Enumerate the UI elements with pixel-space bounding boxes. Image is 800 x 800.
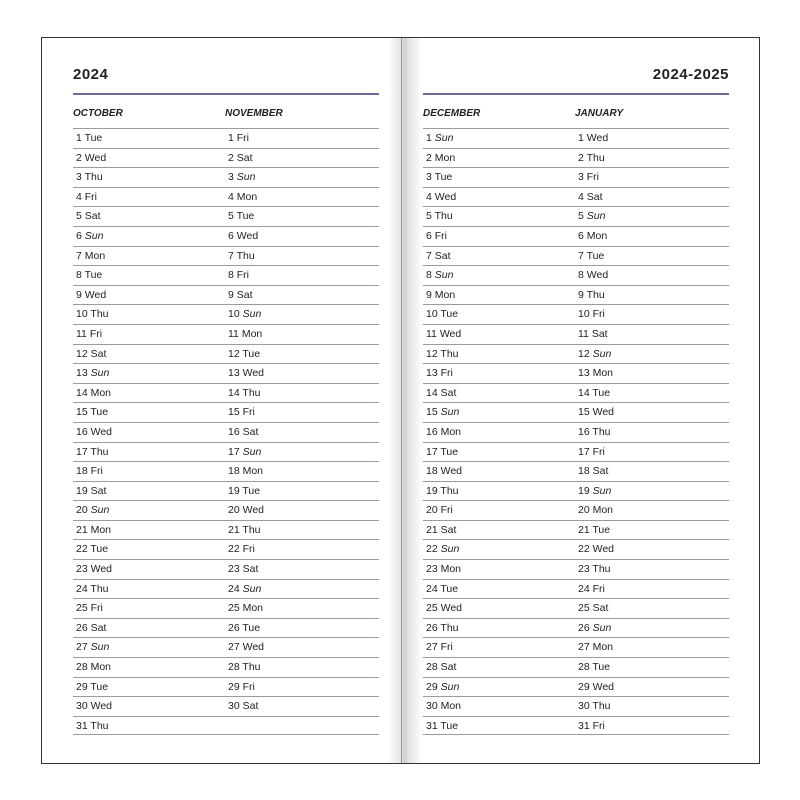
- table-row: [423, 344, 729, 364]
- day-cell: 10 Fri: [578, 308, 605, 321]
- day-cell: 16 Thu: [578, 425, 611, 438]
- table-row: [73, 344, 379, 364]
- table-row: [73, 618, 379, 638]
- table-row: [73, 304, 379, 324]
- table-row: [423, 696, 729, 716]
- day-cell: 19 Thu: [426, 484, 459, 497]
- day-cell: 10 Thu: [76, 308, 109, 321]
- day-cell: 20 Wed: [228, 504, 264, 517]
- day-cell: 4 Sat: [578, 190, 603, 203]
- day-cell: 29 Wed: [578, 680, 614, 693]
- table-row: [73, 402, 379, 422]
- day-cell: 15 Tue: [76, 406, 109, 419]
- day-cell: 25 Mon: [228, 602, 264, 615]
- day-cell: 18 Fri: [76, 465, 103, 478]
- table-row: [423, 579, 729, 599]
- day-cell: 27 Sun: [76, 641, 110, 654]
- day-cell: 29 Sun: [426, 680, 460, 693]
- planner-spread: [41, 37, 760, 764]
- day-cell: 21 Thu: [228, 523, 261, 536]
- table-row: [423, 539, 729, 559]
- day-cell: 31 Fri: [578, 719, 605, 732]
- table-row: [73, 422, 379, 442]
- table-row: [423, 226, 729, 246]
- day-cell: 27 Fri: [426, 641, 453, 654]
- table-row: [73, 148, 379, 168]
- day-cell: 19 Tue: [228, 484, 261, 497]
- table-row: [423, 442, 729, 462]
- table-row: [73, 539, 379, 559]
- table-row: [73, 167, 379, 187]
- day-cell: 1 Sun: [426, 132, 454, 144]
- day-cell: 1 Fri: [228, 132, 249, 144]
- day-cell: 8 Wed: [578, 269, 609, 282]
- day-cell: 30 Mon: [426, 700, 462, 713]
- table-row: [73, 696, 379, 716]
- header-rule: [423, 93, 729, 95]
- day-cell: 17 Thu: [76, 445, 109, 458]
- day-cell: 18 Sat: [578, 465, 609, 478]
- day-cell: 29 Tue: [76, 680, 109, 693]
- table-row: [73, 657, 379, 677]
- day-rows: [423, 128, 729, 735]
- day-cell: 9 Mon: [426, 288, 456, 301]
- table-row: [73, 481, 379, 501]
- day-cell: 9 Thu: [578, 288, 605, 301]
- day-cell: 6 Sun: [76, 229, 104, 242]
- day-cell: 8 Sun: [426, 269, 454, 282]
- day-cell: 26 Tue: [228, 621, 261, 634]
- day-cell: 3 Tue: [426, 171, 453, 184]
- day-cell: 7 Sat: [426, 249, 451, 262]
- month-header: JANUARY: [575, 108, 624, 119]
- day-cell: 19 Sat: [76, 484, 107, 497]
- day-cell: 27 Mon: [578, 641, 614, 654]
- day-cell: 11 Wed: [426, 327, 462, 340]
- day-cell: 24 Tue: [426, 582, 459, 595]
- day-cell: 3 Thu: [76, 171, 103, 184]
- day-cell: 2 Wed: [76, 151, 107, 164]
- table-row: [423, 402, 729, 422]
- table-row: [423, 618, 729, 638]
- day-cell: 16 Wed: [76, 425, 112, 438]
- table-row: [73, 520, 379, 540]
- day-rows: [73, 128, 379, 735]
- day-cell: 28 Mon: [76, 661, 112, 674]
- day-cell: 15 Sun: [426, 406, 460, 419]
- header-rule: [73, 93, 379, 95]
- table-row: [73, 716, 379, 736]
- table-row: [423, 148, 729, 168]
- day-cell: 30 Sat: [228, 700, 259, 713]
- day-cell: 27 Wed: [228, 641, 264, 654]
- day-cell: 8 Fri: [228, 269, 249, 282]
- day-cell: 21 Mon: [76, 523, 112, 536]
- day-cell: 16 Mon: [426, 425, 462, 438]
- table-row: [423, 598, 729, 618]
- day-cell: 12 Sat: [76, 347, 107, 360]
- day-cell: 24 Fri: [578, 582, 605, 595]
- table-row: [73, 187, 379, 207]
- day-cell: 22 Sun: [426, 543, 460, 556]
- table-row: [73, 598, 379, 618]
- table-row: [423, 246, 729, 266]
- day-cell: 30 Wed: [76, 700, 112, 713]
- day-cell: 26 Thu: [426, 621, 459, 634]
- day-cell: 13 Wed: [228, 367, 264, 380]
- table-row: [73, 559, 379, 579]
- table-row: [423, 128, 729, 148]
- day-cell: 22 Tue: [76, 543, 109, 556]
- day-cell: 28 Sat: [426, 661, 457, 674]
- day-cell: 12 Thu: [426, 347, 459, 360]
- table-row: [73, 579, 379, 599]
- day-cell: 28 Tue: [578, 661, 611, 674]
- table-row: [73, 206, 379, 226]
- day-cell: 22 Wed: [578, 543, 614, 556]
- day-cell: 25 Sat: [578, 602, 609, 615]
- table-row: [423, 559, 729, 579]
- table-row: [423, 324, 729, 344]
- day-cell: 10 Sun: [228, 308, 262, 321]
- page-year: 2024: [73, 66, 109, 83]
- day-cell: 11 Sat: [578, 327, 608, 340]
- table-row: [423, 167, 729, 187]
- day-cell: 6 Fri: [426, 229, 447, 242]
- right-page: [423, 38, 729, 763]
- day-cell: 21 Sat: [426, 523, 457, 536]
- day-cell: 26 Sat: [76, 621, 107, 634]
- day-cell: 13 Fri: [426, 367, 453, 380]
- day-cell: 4 Wed: [426, 190, 457, 203]
- table-row: [423, 716, 729, 736]
- day-cell: 23 Sat: [228, 563, 259, 576]
- day-cell: 31 Thu: [76, 719, 109, 732]
- day-cell: 4 Mon: [228, 190, 258, 203]
- day-cell: 9 Wed: [76, 288, 107, 301]
- day-cell: 7 Tue: [578, 249, 605, 262]
- day-cell: 19 Sun: [578, 484, 612, 497]
- table-row: [73, 363, 379, 383]
- table-row: [73, 461, 379, 481]
- day-cell: 26 Sun: [578, 621, 612, 634]
- table-row: [423, 657, 729, 677]
- day-cell: 23 Thu: [578, 563, 611, 576]
- day-cell: 12 Tue: [228, 347, 261, 360]
- day-cell: 3 Sun: [228, 171, 256, 184]
- day-cell: 1 Tue: [76, 132, 103, 144]
- day-cell: 20 Mon: [578, 504, 614, 517]
- day-cell: 14 Mon: [76, 386, 112, 399]
- table-row: [73, 677, 379, 697]
- table-row: [423, 206, 729, 226]
- day-cell: 11 Fri: [76, 327, 103, 340]
- table-row: [423, 500, 729, 520]
- day-cell: 21 Tue: [578, 523, 611, 536]
- day-cell: 5 Tue: [228, 210, 255, 223]
- table-row: [73, 226, 379, 246]
- table-row: [423, 677, 729, 697]
- day-cell: 14 Thu: [228, 386, 261, 399]
- day-cell: 20 Fri: [426, 504, 453, 517]
- table-row: [73, 383, 379, 403]
- page-year: 2024-2025: [652, 66, 729, 83]
- day-cell: 31 Tue: [426, 719, 459, 732]
- table-row: [423, 422, 729, 442]
- day-cell: 25 Wed: [426, 602, 462, 615]
- day-cell: 18 Mon: [228, 465, 264, 478]
- table-row: [423, 461, 729, 481]
- day-cell: 2 Thu: [578, 151, 605, 164]
- day-cell: 1 Wed: [578, 132, 609, 144]
- day-cell: 14 Sat: [426, 386, 457, 399]
- day-cell: 23 Wed: [76, 563, 112, 576]
- day-cell: 5 Sat: [76, 210, 101, 223]
- spine-fold: [401, 38, 402, 763]
- day-cell: 5 Sun: [578, 210, 606, 223]
- day-cell: 17 Fri: [578, 445, 605, 458]
- table-row: [423, 520, 729, 540]
- day-cell: 4 Fri: [76, 190, 97, 203]
- day-cell: 25 Fri: [76, 602, 103, 615]
- day-cell: 30 Thu: [578, 700, 611, 713]
- day-cell: 11 Mon: [228, 327, 263, 340]
- day-cell: 24 Thu: [76, 582, 109, 595]
- day-cell: 17 Tue: [426, 445, 459, 458]
- day-cell: 14 Tue: [578, 386, 611, 399]
- day-cell: 17 Sun: [228, 445, 262, 458]
- day-cell: 24 Sun: [228, 582, 262, 595]
- day-cell: 23 Mon: [426, 563, 462, 576]
- left-page: [73, 38, 379, 763]
- day-cell: 6 Mon: [578, 229, 608, 242]
- day-cell: 2 Mon: [426, 151, 456, 164]
- day-cell: 16 Sat: [228, 425, 259, 438]
- day-cell: 13 Sun: [76, 367, 110, 380]
- day-cell: 6 Wed: [228, 229, 259, 242]
- table-row: [73, 324, 379, 344]
- day-cell: 10 Tue: [426, 308, 459, 321]
- day-cell: 7 Mon: [76, 249, 106, 262]
- day-cell: 2 Sat: [228, 151, 253, 164]
- table-row: [423, 363, 729, 383]
- table-row: [73, 128, 379, 148]
- day-cell: 8 Tue: [76, 269, 103, 282]
- day-cell: 7 Thu: [228, 249, 255, 262]
- table-row: [73, 285, 379, 305]
- day-cell: 15 Wed: [578, 406, 614, 419]
- day-cell: 29 Fri: [228, 680, 255, 693]
- table-row: [423, 383, 729, 403]
- day-cell: 28 Thu: [228, 661, 261, 674]
- book-spine: [388, 38, 422, 763]
- table-row: [73, 637, 379, 657]
- table-row: [73, 265, 379, 285]
- day-cell: 13 Mon: [578, 367, 614, 380]
- day-cell: 15 Fri: [228, 406, 255, 419]
- day-cell: 12 Sun: [578, 347, 612, 360]
- table-row: [423, 285, 729, 305]
- day-cell: 18 Wed: [426, 465, 462, 478]
- table-row: [73, 442, 379, 462]
- day-cell: 22 Fri: [228, 543, 255, 556]
- day-cell: 20 Sun: [76, 504, 110, 517]
- month-header: DECEMBER: [423, 108, 481, 119]
- month-header: NOVEMBER: [225, 108, 283, 119]
- day-cell: 9 Sat: [228, 288, 253, 301]
- day-cell: 5 Thu: [426, 210, 453, 223]
- table-row: [423, 187, 729, 207]
- table-row: [423, 265, 729, 285]
- table-row: [423, 637, 729, 657]
- day-cell: 3 Fri: [578, 171, 599, 184]
- table-row: [423, 304, 729, 324]
- table-row: [73, 500, 379, 520]
- table-row: [423, 481, 729, 501]
- table-row: [73, 246, 379, 266]
- month-header: OCTOBER: [73, 108, 123, 119]
